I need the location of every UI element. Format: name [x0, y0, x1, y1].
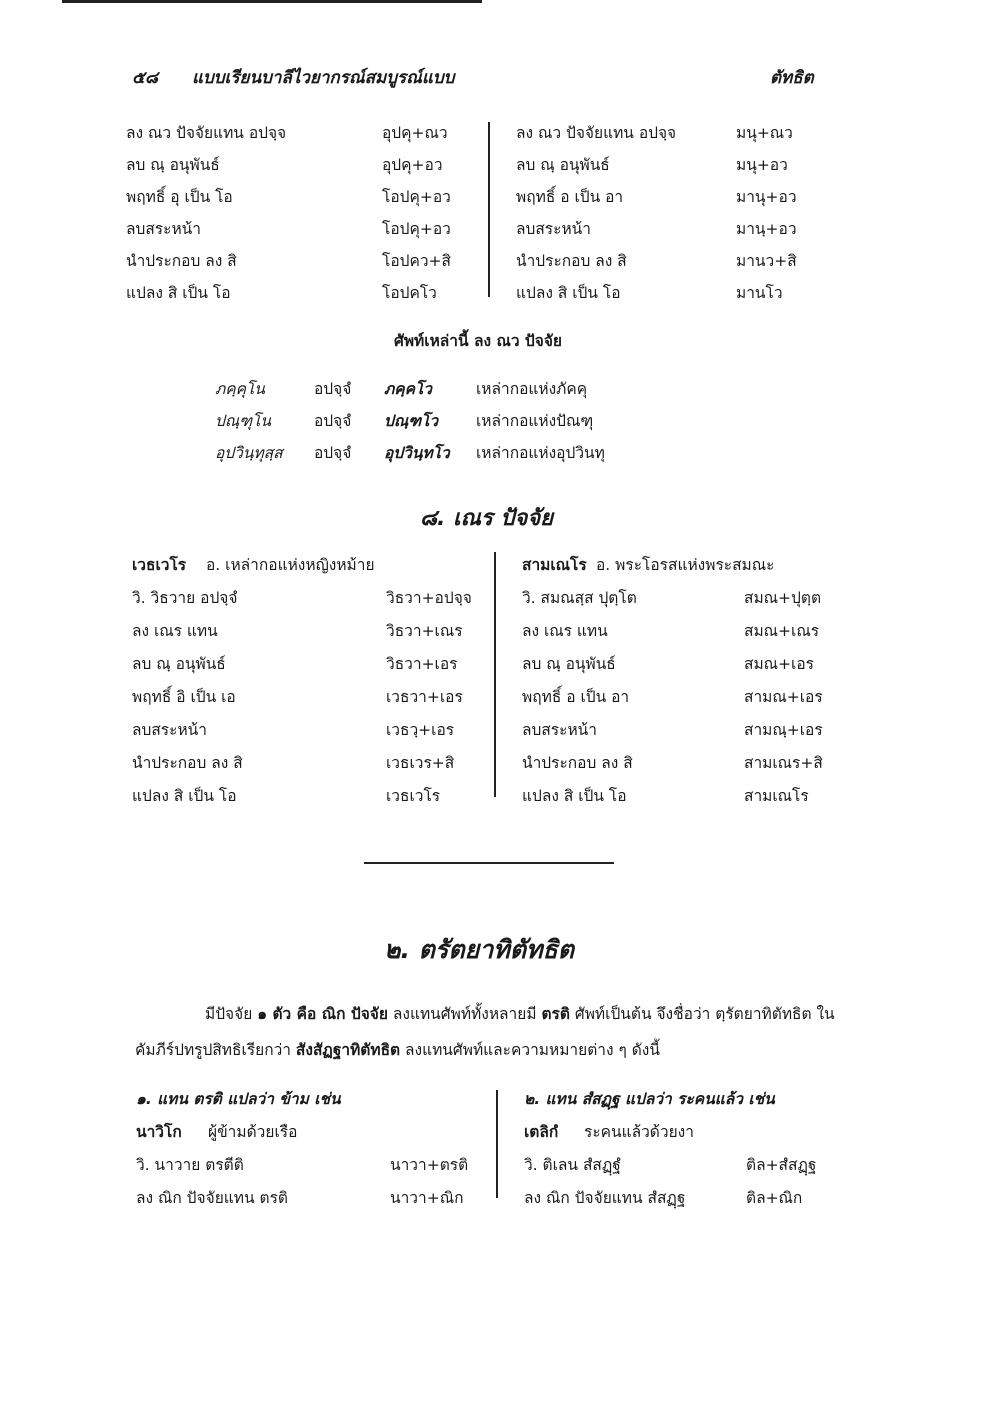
form-text: สามเณร+สิ: [744, 754, 823, 772]
form-text: เวธเวร+สิ: [386, 754, 455, 772]
para-text: ลงแทนศัพท์ทั้งหลายมี: [387, 1005, 542, 1023]
heading-part: ๒. แทน: [524, 1090, 582, 1108]
step-text: ลง ณิก ปัจจัยแทน สํสฏฺฐ: [524, 1189, 686, 1207]
form-text: นาวา+ตรติ: [390, 1156, 469, 1174]
para-text: ศัพท์เป็นต้น จึงชื่อว่า ตฺรัตยาทิตัทธิต ใน: [569, 1005, 835, 1023]
para-text: คัมภีร์ปทรูปสิทธิเรียกว่า: [135, 1041, 296, 1059]
step-text: ลบ ณฺ อนุพันธ์: [126, 156, 220, 174]
step-text: นำประกอบ ลง สิ: [126, 252, 237, 270]
form-text: มนุ+ณว: [736, 124, 793, 142]
word-headword: เตลิกํ: [524, 1123, 559, 1141]
heading-part: แปลว่า ระคนแล้ว เช่น: [619, 1090, 775, 1108]
form-text: มานุ+อว: [736, 188, 797, 206]
column-divider: [488, 122, 490, 297]
subsection-heading: [524, 1086, 775, 1111]
word-gloss: อ. พระโอรสแห่งพระสมณะ: [596, 556, 775, 574]
step-text: ลบสระหน้า: [126, 220, 201, 238]
form-text: มานว+สิ: [736, 252, 797, 270]
step-text: ลบ ณฺ อนุพันธ์: [522, 655, 616, 673]
form-text: เวธวฺ+เอร: [386, 721, 455, 739]
step-text: แปลง สิ เป็น โอ: [126, 284, 231, 302]
form-text: โอปคว+สิ: [382, 252, 451, 270]
base-word: ปณฺฑุโน: [215, 412, 272, 430]
form-text: มานฺ+อว: [736, 220, 797, 238]
heading-part: สํสฏฺฐ: [581, 1090, 620, 1108]
form-text: เวธวา+เอร: [386, 688, 463, 706]
form-text: โอปคโว: [382, 284, 437, 302]
step-text: ลบ ณฺ อนุพันธ์: [516, 156, 610, 174]
form-text: สมณ+เณร: [744, 622, 820, 640]
step-text: ลบสระหน้า: [132, 721, 207, 739]
column-divider: [496, 1090, 498, 1198]
base-word: ภคฺคุโน: [215, 380, 265, 398]
form-text: นาวา+ณิก: [390, 1189, 464, 1207]
step-text: ลง เณร แทน: [522, 622, 608, 640]
step-text: วิ. ติเลน สํสฏฺฐํ: [524, 1156, 621, 1174]
step-text: ลบ ณฺ อนุพันธ์: [132, 655, 226, 673]
step-text: พฤทธิ์ อ เป็น อา: [522, 688, 630, 706]
para-bold-text: สังสัฏฐาทิตัทธิต: [295, 1041, 401, 1059]
form-text: สามเณโร: [744, 787, 809, 805]
meaning-text: เหล่ากอแห่งปัณฑุ: [476, 412, 594, 430]
step-text: ลบสระหน้า: [516, 220, 591, 238]
intro-paragraph: [135, 998, 865, 1030]
step-text: ลง ณว ปัจจัยแทน อปจฺจ: [126, 124, 287, 142]
form-text: วิธวา+อปจฺจ: [386, 589, 472, 607]
step-text: ลง เณร แทน: [132, 622, 218, 640]
step-text: นำประกอบ ลง สิ: [516, 252, 627, 270]
form-text: วิธวา+เอร: [386, 655, 458, 673]
step-text: วิ. สมณสฺส ปุตฺโต: [522, 589, 637, 607]
meaning-text: เหล่ากอแห่งอุปวินทุ: [476, 444, 605, 462]
step-text: วิ. วิธวาย อปจฺจํ: [132, 589, 238, 607]
form-text: สมณ+เอร: [744, 655, 814, 673]
form-text: ติล+ณิก: [746, 1189, 803, 1207]
heading-part: ๑. แทน: [136, 1090, 194, 1108]
base-word: อุปวินฺทุสฺส: [215, 444, 283, 462]
form-text: อุปคุ+ณว: [382, 124, 448, 142]
word-headword: สามเณโร: [522, 556, 587, 574]
word-gloss: อ. เหล่ากอแห่งหญิงหม้าย: [206, 556, 375, 574]
step-text: แปลง สิ เป็น โอ: [522, 787, 627, 805]
meaning-text: เหล่ากอแห่งภัคคุ: [476, 380, 588, 398]
step-text: ลง ณว ปัจจัยแทน อปจฺจ: [516, 124, 677, 142]
apacca-word: อปจฺจํ: [314, 380, 352, 398]
word-gloss: ระคนแล้วด้วยงา: [584, 1123, 694, 1141]
form-text: มานโว: [736, 284, 783, 302]
para-bold-text: ๑ ตัว คือ ณิก ปัจจัย: [257, 1005, 388, 1023]
subsection-heading: [136, 1086, 341, 1111]
step-text: แปลง สิ เป็น โอ: [132, 787, 237, 805]
column-divider: [494, 552, 496, 797]
intro-paragraph-line-2: [135, 1034, 865, 1066]
step-text: นำประกอบ ลง สิ: [132, 754, 243, 772]
apacca-word: อปจฺจํ: [314, 412, 352, 430]
step-text: นำประกอบ ลง สิ: [522, 754, 633, 772]
form-text: สามณฺ+เอร: [744, 721, 823, 739]
step-text: พฤทธิ์ อ เป็น อา: [516, 188, 624, 206]
apacca-word: อปจฺจํ: [314, 444, 352, 462]
form-text: วิธวา+เณร: [386, 622, 463, 640]
heading-part: แปลว่า ข้าม เช่น: [221, 1090, 341, 1108]
step-text: ลง ณิก ปัจจัยแทน ตรติ: [136, 1189, 288, 1207]
form-text: อุปคุ+อว: [382, 156, 443, 174]
form-text: เวธเวโร: [386, 787, 441, 805]
page-number: ๕๘: [132, 68, 158, 88]
heading-part: ตรติ: [193, 1090, 222, 1108]
para-text: มีปัจจัย: [205, 1005, 258, 1023]
result-word: ปณฺฑโว: [384, 412, 439, 430]
step-text: พฤทธิ์ อิ เป็น เอ: [132, 688, 236, 706]
form-text: สามณ+เอร: [744, 688, 823, 706]
top-rule: [62, 0, 482, 3]
para-text: ลงแทนศัพท์และความหมายต่าง ๆ ดังนี้: [400, 1041, 660, 1059]
form-text: มนุ+อว: [736, 156, 788, 174]
result-word: ภคฺคโว: [384, 380, 432, 398]
section-2-title: ๒. ตรัตยาทิตัทธิต: [384, 935, 574, 964]
section-8-title: ๘. เณร ปัจจัย: [420, 506, 554, 531]
step-text: ลบสระหน้า: [522, 721, 597, 739]
step-text: พฤทธิ์ อุ เป็น โอ: [126, 188, 233, 206]
nava-heading: ศัพท์เหล่านี้ ลง ณว ปัจจัย: [394, 332, 563, 350]
form-text: ติล+สํสฏฺฐ: [746, 1156, 817, 1174]
form-text: โอปคุ+อว: [382, 188, 451, 206]
word-headword: นาวิโก: [136, 1123, 182, 1141]
book-title: แบบเรียนบาลีไวยากรณ์สมบูรณ์แบบ: [192, 68, 455, 88]
section-separator: [364, 862, 614, 864]
step-text: วิ. นาวาย ตรตีติ: [136, 1156, 244, 1174]
para-bold-text: ตรติ: [541, 1005, 570, 1023]
word-headword: เวธเวโร: [132, 556, 187, 574]
form-text: โอปคุ+อว: [382, 220, 451, 238]
word-gloss: ผู้ข้ามด้วยเรือ: [208, 1123, 298, 1141]
form-text: สมณ+ปุตฺต: [744, 589, 822, 607]
result-word: อุปวินฺทโว: [384, 444, 450, 462]
step-text: แปลง สิ เป็น โอ: [516, 284, 621, 302]
chapter-title: ตัทธิต: [770, 68, 814, 88]
